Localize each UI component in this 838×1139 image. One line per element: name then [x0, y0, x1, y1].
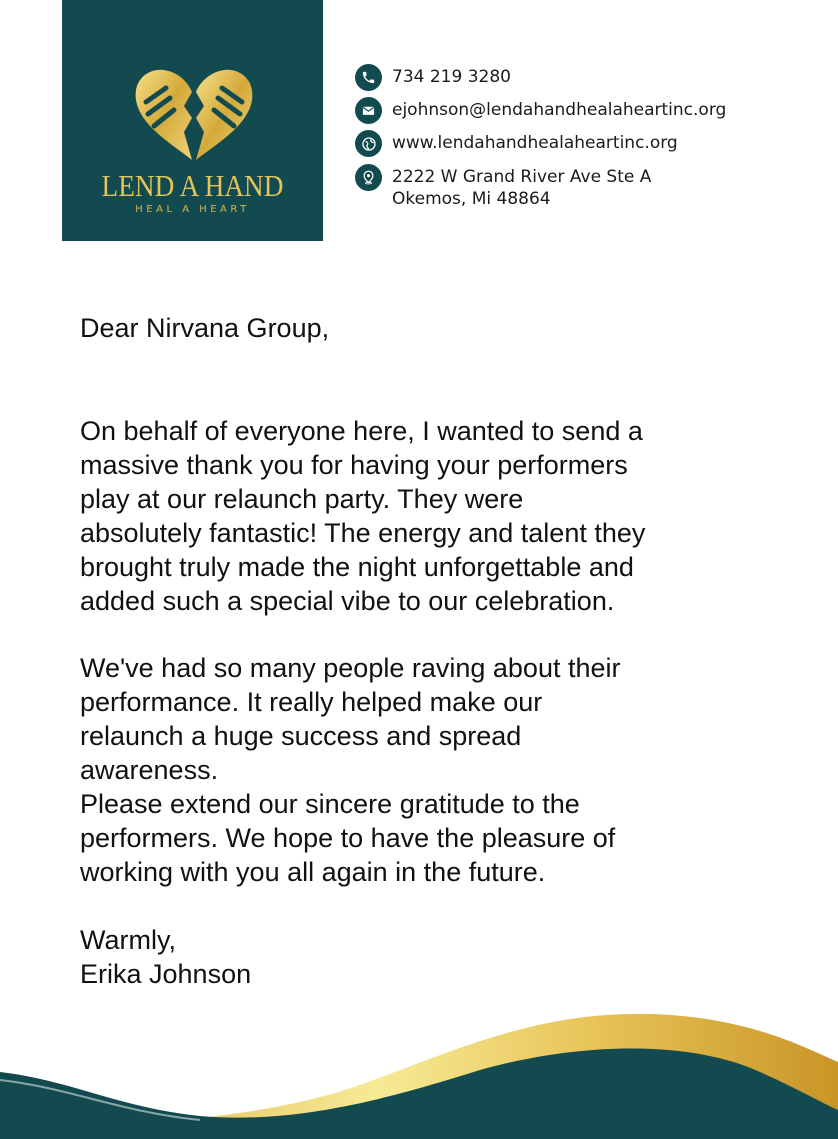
closing-text: Warmly,	[80, 925, 176, 955]
paragraph-2-text: We've had so many people raving about their performance. It really helped make our relaunch a huge success and spread awareness. Please extend our sincere gratitude to the performers. We hope to have the pleasure of working with you all again in the future.	[80, 653, 621, 887]
contact-email	[355, 97, 726, 124]
contact-phone	[355, 64, 511, 91]
address-line-1: 2222 W Grand River Ave Ste A	[392, 167, 652, 187]
letter-paragraph-1	[80, 414, 760, 618]
globe-icon	[355, 130, 382, 157]
email-link[interactable]: ejohnson@lendahandhealaheartinc.org	[392, 100, 727, 120]
phone-number: 734 219 3280	[392, 67, 511, 87]
website-link[interactable]: www.lendahandhealaheartinc.org	[392, 133, 678, 153]
contact-website	[355, 130, 678, 157]
letter-paragraph-2	[80, 651, 760, 889]
address	[392, 164, 651, 210]
paragraph-1-text: On behalf of everyone here, I wanted to send a massive thank you for having your performers play at our relaunch party. They were absolutely fantastic! The energy and talent they brought truly made the night unforgettable and added such a special vibe to our celebration.	[80, 416, 646, 616]
mail-icon	[355, 97, 382, 124]
address-line-2: Okemos, Mi 48864	[392, 189, 551, 209]
logo	[62, 0, 323, 241]
brand-name: LEND A HAND	[101, 168, 284, 203]
contact-address	[355, 164, 651, 210]
brand-tagline: HEAL A HEART	[135, 204, 250, 215]
salutation-text: Dear Nirvana Group,	[80, 313, 330, 343]
location-pin-icon	[355, 164, 382, 191]
letter-closing	[80, 923, 760, 991]
letter-salutation	[80, 311, 760, 345]
footer-wave	[0, 1000, 838, 1139]
signature-text: Erika Johnson	[80, 959, 252, 989]
heart-hands-icon	[132, 66, 256, 162]
phone-icon	[355, 64, 382, 91]
